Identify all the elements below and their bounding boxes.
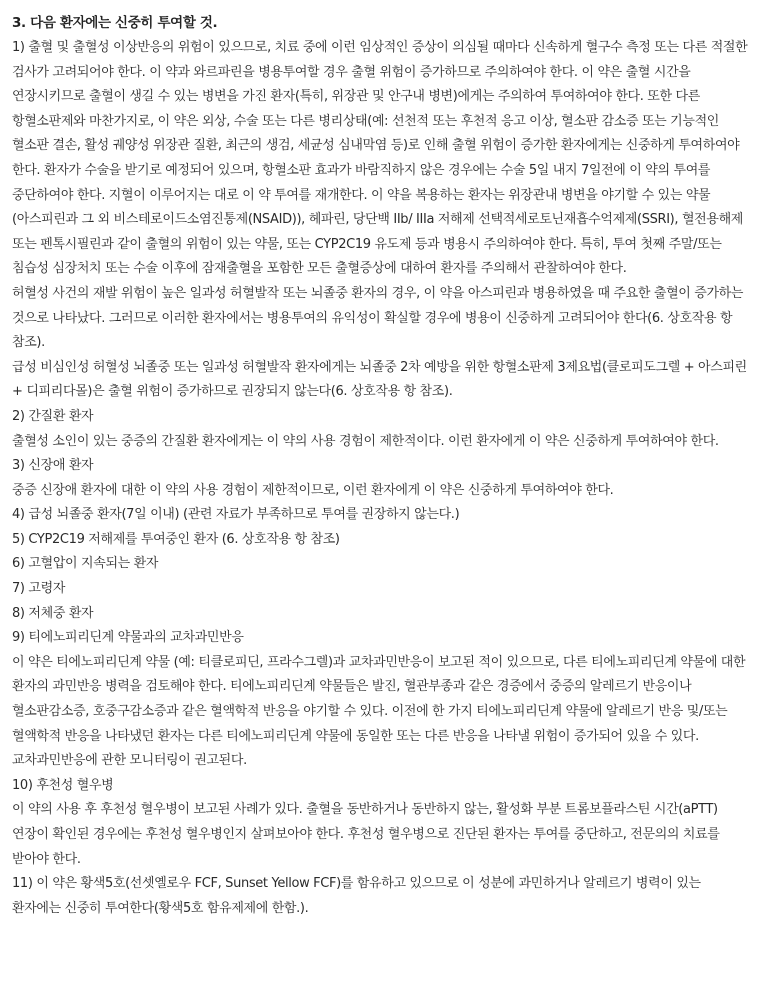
item-elderly: 7) 고령자 — [12, 581, 66, 597]
paragraph-ischemic-event: 허혈성 사건의 재발 위험이 높은 일과성 허혈발작 또는 뇌졸중 환자의 경우, 이 약을 아스피린과 병용하였을 때 주요한 출혈이 증가하는 것으로 나타났다. 그러므로 이러한 환자에서는 병용투여의 유익성이 확실할 경우에 병용이 신중하게 고려되어야 한다(6. 상호작용 항 참조). — [12, 285, 744, 351]
paragraph-cross-hypersensitivity: 이 약은 티에노피리딘계 약물 (예: 티클로피딘, 프라수그렐)과 교차과민반응이 보고된 적이 있으므로, 다른 티에노피리딘계 약물에 대한 환자의 과민반응 병력을 검토해야 한다. 티에노피리딘계 약물들은 발진, 혈관부종과 같은 경증에서 중증의 알레르기 반응이나 혈소판감소증, 호중구감소증과 같은 혈액학적 반응을 야기할 수 있다. 이전에 한 가지 티에노피리딘계 약물에 알레르기 반응 및/또는 혈액학적 반응을 나타냈던 환자는 다른 티에노피리딘계 약물에 동일한 또는 다른 반응을 나타낼 위험이 증가되어 있을 수 있다. 교차과민반응에 관한 모니터링이 권고된다. — [12, 654, 746, 769]
item-low-weight: 8) 저체중 환자 — [12, 605, 94, 621]
paragraph-hemophilia: 이 약의 사용 후 후천성 혈우병이 보고된 사례가 있다. 출혈을 동반하거나 동반하지 않는, 활성화 부분 트롬보플라스틴 시간(aPTT) 연장이 확인된 경우에는 후천성 혈우병인지 살펴보아야 한다. 후천성 혈우병으로 진단된 환자는 투여를 중단하고, 전문의의 치료를 받아야 한다. — [12, 802, 720, 867]
item-sunset-yellow: 11) 이 약은 황색5호(선셋옐로우 FCF, Sunset Yellow FCF)를 함유하고 있으므로 이 성분에 과민하거나 알레르기 병력이 있는 환자에는 신중히 투여한다(황색5호 함유제제에 한함.). — [12, 876, 701, 916]
item-heading-cross-hypersensitivity: 9) 티에노피리딘계 약물과의 교차과민반응 — [12, 630, 244, 646]
item-heading-liver: 2) 간질환 환자 — [12, 408, 94, 424]
paragraph-triple-therapy: 급성 비심인성 허혈성 뇌졸중 또는 일과성 허혈발작 환자에게는 뇌졸중 2차 예방을 위한 항혈소판제 3제요법(클로피도그렐 + 아스피린 + 디피리다몰)은 출혈 위험이 증가하므로 권장되지 않는다(6. 상호작용 항 참조). — [12, 359, 747, 400]
paragraph-liver: 출혈성 소인이 있는 중증의 간질환 환자에게는 이 약의 사용 경험이 제한적이다. 이런 환자에게 이 약은 신중하게 투여하여야 한다. — [12, 433, 719, 449]
section-heading: 3. 다음 환자에는 신중히 투여할 것. — [12, 15, 218, 31]
item-hypertension: 6) 고혈압이 지속되는 환자 — [12, 556, 159, 572]
item-cyp2c19: 5) CYP2C19 저해제를 투여중인 환자 (6. 상호작용 항 참조) — [12, 531, 340, 547]
item-acute-stroke: 4) 급성 뇌졸중 환자(7일 이내) (관련 자료가 부족하므로 투여를 권장하지 않는다.) — [12, 507, 460, 523]
paragraph-bleeding-risk: 1) 출혈 및 출혈성 이상반응의 위험이 있으므로, 치료 중에 이런 임상적인 증상이 의심될 때마다 신속하게 혈구수 측정 또는 다른 적절한 검사가 고려되어야 한다. 이 약과 와르파린을 병용투여할 경우 출혈 위험이 증가하므로 주의하여야 한다. 이 약은 출혈 시간을 연장시키므로 출혈이 생길 수 있는 병변을 가진 환자(특히, 위장관 및 안구내 병변)에게는 주의하여 투여하여야 한다. 또한 다른 항혈소판제와 마찬가지로, 이 약은 외상, 수술 또는 다른 병리상태(예: 선천적 또는 후천적 응고 이상, 혈소판 감소증 또는 기능적인 혈소판 결손, 활성 궤양성 위장관 질환, 최근의 생검, 세균성 심내막염 등)로 인해 출혈 위험이 증가한 환자에게는 신중하게 투여하여야 한다. 환자가 수술을 받기로 예정되어 있으며, 항혈소판 효과가 바람직하지 않은 경우에는 수술 5일 내지 7일전에 이 약의 투여를 중단하여야 한다. 지혈이 이루어지는 대로 이 약 투여를 재개한다. 이 약을 복용하는 환자는 위장관내 병변을 야기할 수 있는 약물(아스피린과 그 외 비스테로이드소염진통제(NSAID)), 헤파린, 당단백 IIb/ IIIa 저해제 선택적세로토닌재흡수억제제(SSRI), 혈전용해제 또는 펜톡시필린과 같이 출혈의 위험이 있는 약물, 또는 CYP2C19 유도제 등과 병용시 주의하여야 한다. 특히, 투여 첫째 주말/또는 침습성 심장처치 또는 수술 이후에 잠재출혈을 포함한 모든 출혈증상에 대하여 환자를 주의해서 관찰하여야 한다. — [12, 40, 748, 277]
item-heading-renal: 3) 신장애 환자 — [12, 458, 94, 474]
paragraph-renal: 중증 신장애 환자에 대한 이 약의 사용 경험이 제한적이므로, 이런 환자에게 이 약은 신중하게 투여하여야 한다. — [12, 482, 614, 498]
item-heading-hemophilia: 10) 후천성 혈우병 — [12, 777, 114, 793]
